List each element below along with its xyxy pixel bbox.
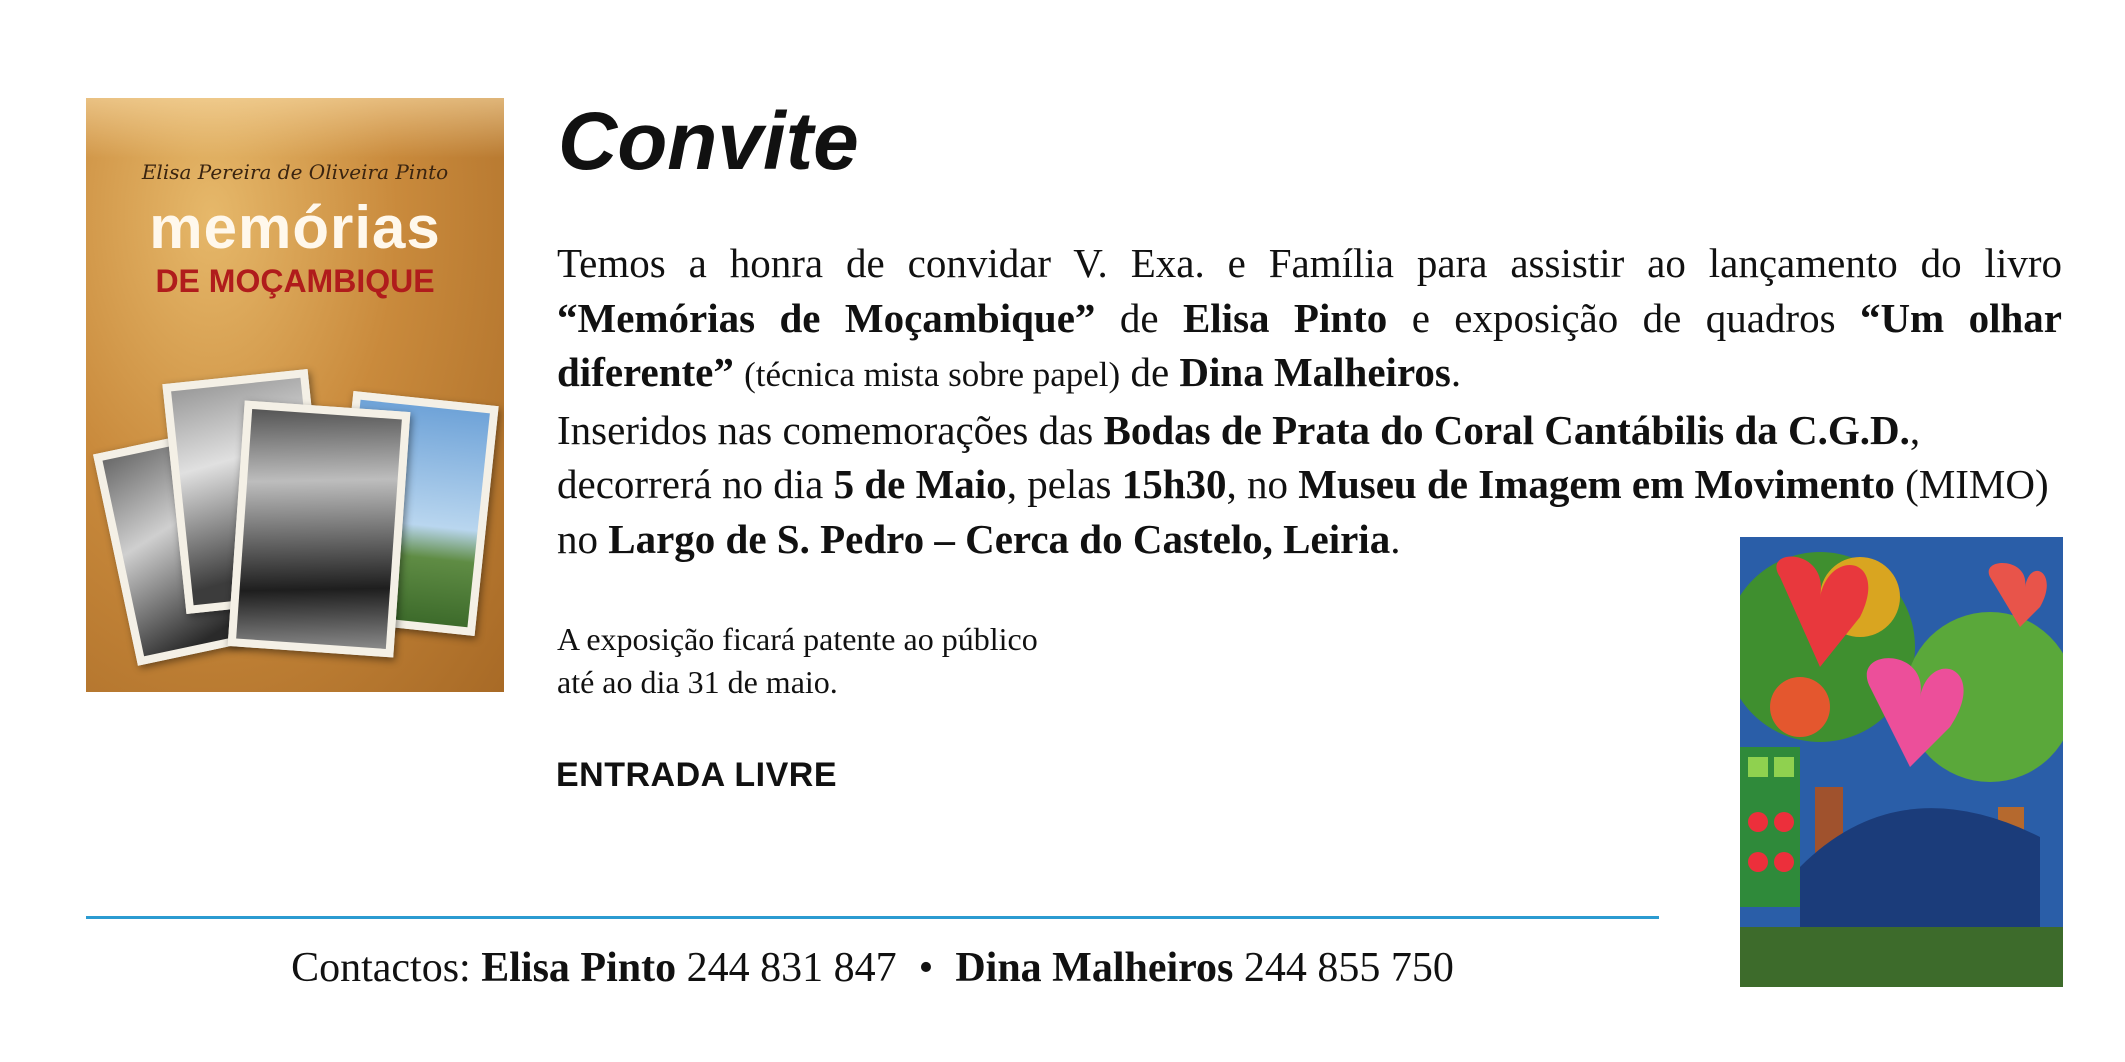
painting-image [1740, 537, 2063, 987]
contacts-label: Contactos: [291, 945, 482, 991]
event-time: 15h30 [1121, 461, 1227, 507]
invitation-text [557, 236, 2062, 566]
venue-name: Museu de Imagem em Movimento [1298, 461, 1895, 507]
contacts-line [86, 940, 1659, 996]
technique-note: (técnica mista sobre papel) [744, 355, 1121, 394]
contact-name: Elisa Pinto [481, 945, 677, 991]
cover-author: Elisa Pereira de Oliveira Pinto [141, 160, 449, 184]
book-title: “Memórias de Moçambique” [557, 294, 1096, 341]
event-name: Bodas de Prata do Coral Cantábilis da C.G.D. [1103, 406, 1910, 453]
painter-name: Dina Malheiros [1179, 349, 1451, 395]
venue-address: Largo de S. Pedro – Cerca do Castelo, Leiria [608, 515, 1391, 562]
divider-line [86, 916, 1659, 919]
cover-title-sub: DE MOÇAMBIQUE [155, 263, 435, 299]
exhibition-note-line: até ao dia 31 de maio. [557, 664, 838, 700]
page-title: Convite [558, 96, 859, 187]
exhibition-note-line: A exposição ficará patente ao público [557, 621, 1038, 657]
bullet-separator: • [918, 945, 934, 991]
exhibition-title: “Um olhar diferente” [557, 294, 2062, 395]
event-date: 5 de Maio [833, 461, 1007, 507]
event-paragraph: Inseridos nas comemorações das Bodas de Prata do Coral Cantábilis da C.G.D., decorrerá no dia 5 de Maio, pelas 15h30, no Museu de Imagem em Movimento (MIMO) no Largo de S. Pedro – Cerca do Castelo, Leiria. [557, 406, 2049, 562]
book-cover-image [86, 98, 504, 692]
exhibition-note [557, 618, 1157, 704]
contact-name: Dina Malheiros [955, 945, 1234, 991]
cover-title-main: memórias [149, 194, 441, 261]
cover-photo [228, 401, 411, 658]
author-name: Elisa Pinto [1182, 294, 1388, 341]
invitation-paragraph: Temos a honra de convidar V. Exa. e Família para assistir ao lançamento do livro “Memórias de Moçambique” de Elisa Pinto e exposição de quadros “Um olhar diferente” (técnica mista sobre papel) de Dina Malheiros. [557, 240, 2062, 395]
contact-phone: 244 831 847 [676, 945, 897, 991]
painting-artwork [1740, 537, 2063, 987]
cover-paper-texture [86, 98, 504, 158]
free-entry-label: ENTRADA LIVRE [556, 756, 838, 794]
contact-phone: 244 855 750 [1233, 945, 1454, 991]
